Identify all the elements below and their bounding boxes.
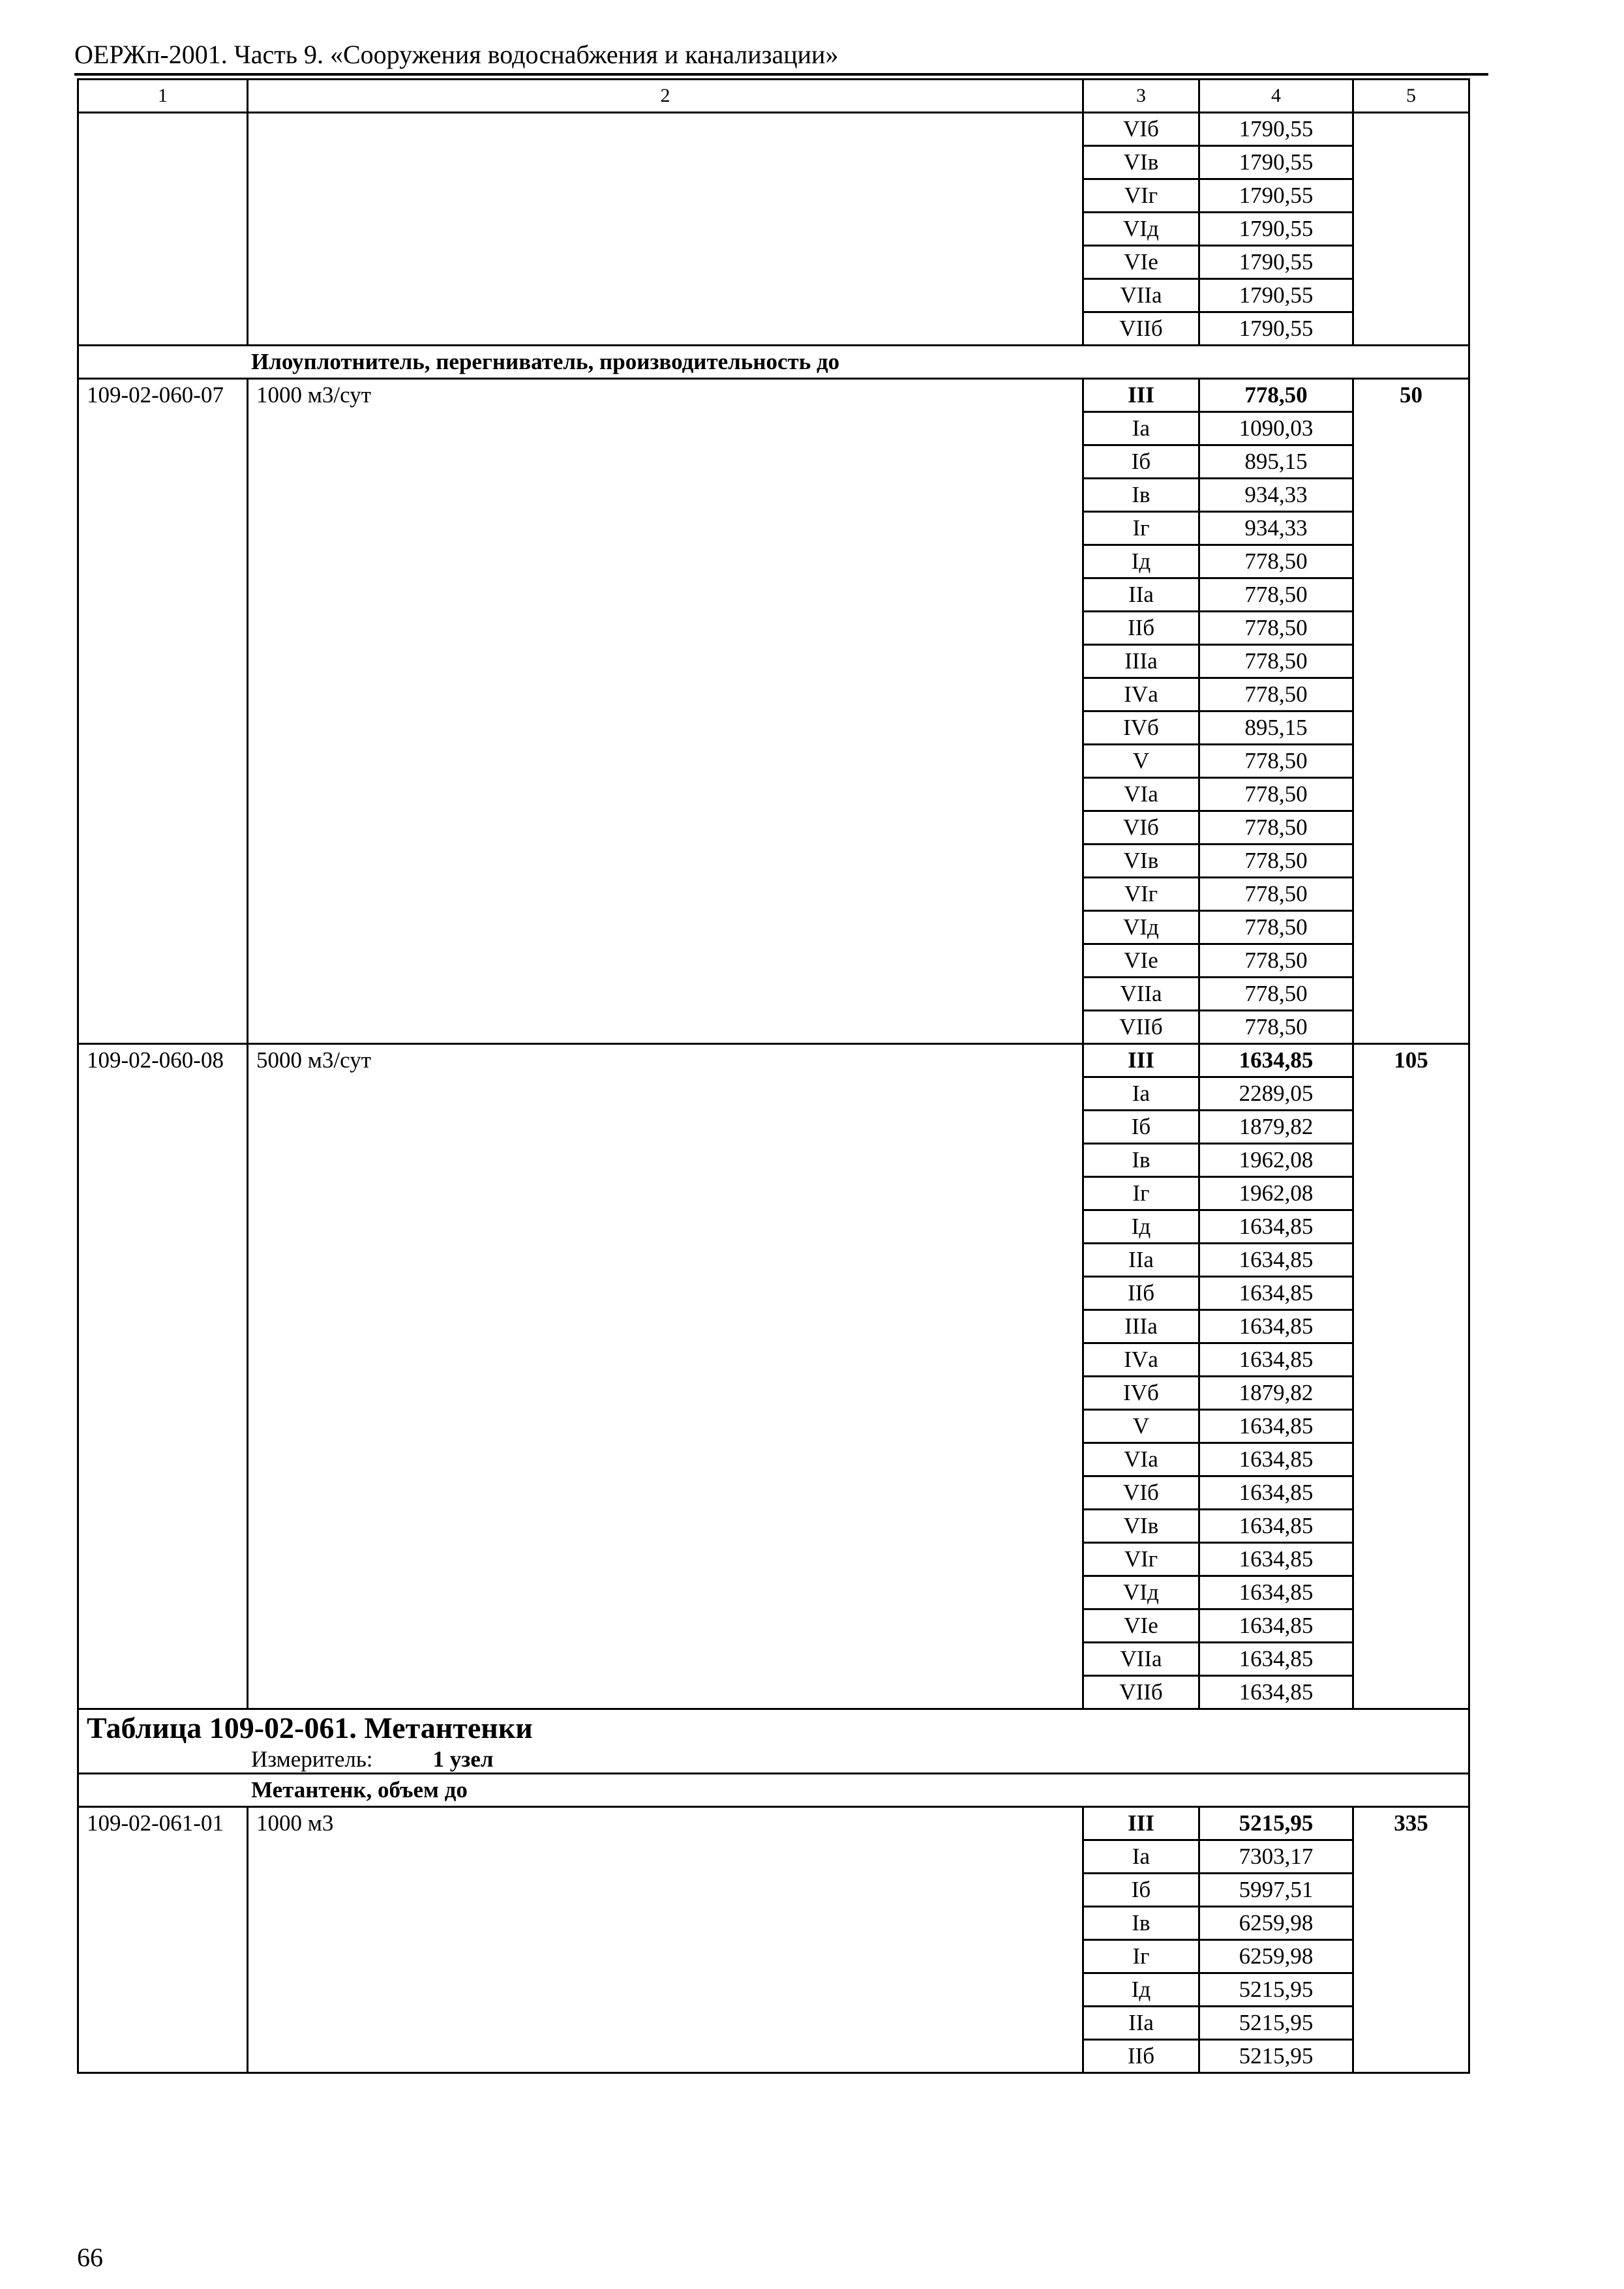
price-cell: 1634,85 — [1199, 1343, 1353, 1377]
section-title: Метантенк, объем до — [78, 1774, 1469, 1807]
zone-cell: IIIа — [1083, 1310, 1199, 1343]
labor-cell — [1353, 113, 1469, 346]
price-cell: 1634,85 — [1199, 1244, 1353, 1277]
zone-cell: VIв — [1083, 1510, 1199, 1543]
zone-cell: VIб — [1083, 113, 1199, 146]
section-title: Илоуплотнитель, перегниватель, производительность до — [78, 346, 1469, 379]
section-row — [78, 346, 1469, 379]
zone-cell: VIе — [1083, 1609, 1199, 1643]
table-row — [78, 379, 1469, 412]
zone-cell: Iв — [1083, 479, 1199, 512]
price-cell: 1634,85 — [1199, 1044, 1353, 1077]
price-cell: 778,50 — [1199, 911, 1353, 944]
price-cell: 778,50 — [1199, 612, 1353, 645]
price-cell: 778,50 — [1199, 878, 1353, 911]
price-cell: 1790,55 — [1199, 213, 1353, 246]
labor-cell: 335 — [1353, 1807, 1469, 2073]
zone-cell: Iб — [1083, 1874, 1199, 1907]
zone-cell: III — [1083, 379, 1199, 412]
zone-cell: VIIа — [1083, 978, 1199, 1011]
zone-cell: IIб — [1083, 2040, 1199, 2073]
column-header-1: 1 — [78, 80, 248, 113]
price-cell: 1634,85 — [1199, 1210, 1353, 1244]
price-cell: 1962,08 — [1199, 1144, 1353, 1177]
zone-cell: VIд — [1083, 1576, 1199, 1609]
zone-cell: VIв — [1083, 146, 1199, 179]
price-cell: 1634,85 — [1199, 1510, 1353, 1543]
zone-cell: VIд — [1083, 213, 1199, 246]
price-cell: 5997,51 — [1199, 1874, 1353, 1907]
price-cell: 778,50 — [1199, 1011, 1353, 1044]
price-cell: 2289,05 — [1199, 1077, 1353, 1111]
price-cell: 1790,55 — [1199, 179, 1353, 213]
column-header-2: 2 — [248, 80, 1083, 113]
price-cell: 1790,55 — [1199, 146, 1353, 179]
table-title-row — [78, 1709, 1469, 1774]
price-cell: 778,50 — [1199, 379, 1353, 412]
zone-cell: IIб — [1083, 612, 1199, 645]
zone-cell: IIа — [1083, 2007, 1199, 2040]
zone-cell: VIг — [1083, 878, 1199, 911]
price-cell: 778,50 — [1199, 645, 1353, 678]
item-name: 5000 м3/сут — [248, 1044, 1083, 1709]
price-cell: 1634,85 — [1199, 1643, 1353, 1676]
zone-cell: Iг — [1083, 1177, 1199, 1210]
zone-cell: Iб — [1083, 1111, 1199, 1144]
item-name: 1000 м3 — [248, 1807, 1083, 2073]
price-cell: 1634,85 — [1199, 1410, 1353, 1443]
column-header-row — [78, 80, 1469, 113]
zone-cell: IIIа — [1083, 645, 1199, 678]
zone-cell: VIIб — [1083, 1011, 1199, 1044]
labor-cell: 105 — [1353, 1044, 1469, 1709]
price-cell: 778,50 — [1199, 745, 1353, 778]
price-cell: 1634,85 — [1199, 1443, 1353, 1476]
price-cell: 7303,17 — [1199, 1840, 1353, 1874]
zone-cell: IIб — [1083, 1277, 1199, 1310]
zone-cell: VIе — [1083, 944, 1199, 978]
price-cell: 895,15 — [1199, 445, 1353, 479]
price-cell: 1634,85 — [1199, 1310, 1353, 1343]
zone-cell: VIг — [1083, 1543, 1199, 1576]
price-cell: 1634,85 — [1199, 1609, 1353, 1643]
price-cell: 1790,55 — [1199, 312, 1353, 346]
zone-cell: VIб — [1083, 811, 1199, 845]
column-header-5: 5 — [1353, 80, 1469, 113]
table-row — [78, 1807, 1469, 1840]
price-cell: 1634,85 — [1199, 1676, 1353, 1709]
zone-cell: III — [1083, 1807, 1199, 1840]
zone-cell: VIIб — [1083, 1676, 1199, 1709]
price-cell: 6259,98 — [1199, 1907, 1353, 1940]
item-code: 109-02-060-08 — [78, 1044, 248, 1709]
zone-cell: VIб — [1083, 1476, 1199, 1510]
zone-cell: IIа — [1083, 578, 1199, 612]
header-rule — [74, 73, 1488, 76]
price-cell: 778,50 — [1199, 845, 1353, 878]
zone-cell: VIд — [1083, 911, 1199, 944]
price-cell: 1634,85 — [1199, 1543, 1353, 1576]
zone-cell: IIа — [1083, 1244, 1199, 1277]
zone-cell: VIа — [1083, 1443, 1199, 1476]
table-row — [78, 113, 1469, 146]
price-table-body — [78, 80, 1469, 2073]
zone-cell: VIIб — [1083, 312, 1199, 346]
section-row — [78, 1774, 1469, 1807]
price-cell: 778,50 — [1199, 678, 1353, 711]
measure-value: 1 узел — [432, 1746, 494, 1772]
zone-cell: III — [1083, 1044, 1199, 1077]
labor-cell: 50 — [1353, 379, 1469, 1044]
price-cell: 1090,03 — [1199, 412, 1353, 445]
zone-cell: Iг — [1083, 1940, 1199, 1973]
page-number: 66 — [77, 2243, 103, 2272]
zone-cell: IVб — [1083, 1377, 1199, 1410]
column-header-4: 4 — [1199, 80, 1353, 113]
zone-cell: Iг — [1083, 512, 1199, 545]
price-cell: 1634,85 — [1199, 1576, 1353, 1609]
zone-cell: VIIа — [1083, 1643, 1199, 1676]
price-cell: 1634,85 — [1199, 1476, 1353, 1510]
price-cell: 778,50 — [1199, 944, 1353, 978]
zone-cell: Iв — [1083, 1144, 1199, 1177]
item-name — [248, 113, 1083, 346]
measure-line — [87, 1746, 1460, 1773]
price-cell: 6259,98 — [1199, 1940, 1353, 1973]
price-cell: 5215,95 — [1199, 2007, 1353, 2040]
price-cell: 5215,95 — [1199, 2040, 1353, 2073]
price-cell: 1634,85 — [1199, 1277, 1353, 1310]
zone-cell: V — [1083, 1410, 1199, 1443]
price-cell: 778,50 — [1199, 545, 1353, 578]
price-cell: 1962,08 — [1199, 1177, 1353, 1210]
zone-cell: VIв — [1083, 845, 1199, 878]
zone-cell: Iб — [1083, 445, 1199, 479]
price-cell: 895,15 — [1199, 711, 1353, 745]
zone-cell: Iа — [1083, 412, 1199, 445]
zone-cell: VIа — [1083, 778, 1199, 811]
price-cell: 5215,95 — [1199, 1973, 1353, 2007]
measure-label: Измеритель: — [251, 1746, 373, 1772]
zone-cell: IVа — [1083, 678, 1199, 711]
price-cell: 1879,82 — [1199, 1111, 1353, 1144]
price-cell: 778,50 — [1199, 778, 1353, 811]
price-table — [77, 78, 1470, 2074]
price-cell: 5215,95 — [1199, 1807, 1353, 1840]
price-cell: 934,33 — [1199, 479, 1353, 512]
item-code: 109-02-061-01 — [78, 1807, 248, 2073]
zone-cell: IVб — [1083, 711, 1199, 745]
zone-cell: Iв — [1083, 1907, 1199, 1940]
table-row — [78, 1044, 1469, 1077]
zone-cell: Iа — [1083, 1077, 1199, 1111]
price-cell: 1790,55 — [1199, 113, 1353, 146]
price-cell: 778,50 — [1199, 811, 1353, 845]
price-cell: 934,33 — [1199, 512, 1353, 545]
zone-cell: Iд — [1083, 1973, 1199, 2007]
zone-cell: IVа — [1083, 1343, 1199, 1377]
zone-cell: VIIа — [1083, 279, 1199, 312]
zone-cell: VIе — [1083, 246, 1199, 279]
price-cell: 778,50 — [1199, 978, 1353, 1011]
price-cell: 1879,82 — [1199, 1377, 1353, 1410]
zone-cell: VIг — [1083, 179, 1199, 213]
price-cell: 778,50 — [1199, 578, 1353, 612]
zone-cell: V — [1083, 745, 1199, 778]
price-cell: 1790,55 — [1199, 246, 1353, 279]
price-cell: 1790,55 — [1199, 279, 1353, 312]
zone-cell: Iа — [1083, 1840, 1199, 1874]
item-code — [78, 113, 248, 346]
item-code: 109-02-060-07 — [78, 379, 248, 1044]
item-name: 1000 м3/сут — [248, 379, 1083, 1044]
zone-cell: Iд — [1083, 1210, 1199, 1244]
zone-cell: Iд — [1083, 545, 1199, 578]
page-header: ОЕРЖп-2001. Часть 9. «Сооружения водоснабжения и канализации» — [74, 40, 839, 69]
table-title-cell — [78, 1709, 1469, 1774]
column-header-3: 3 — [1083, 80, 1199, 113]
table-title: Таблица 109-02-061. Метантенки — [87, 1711, 533, 1744]
